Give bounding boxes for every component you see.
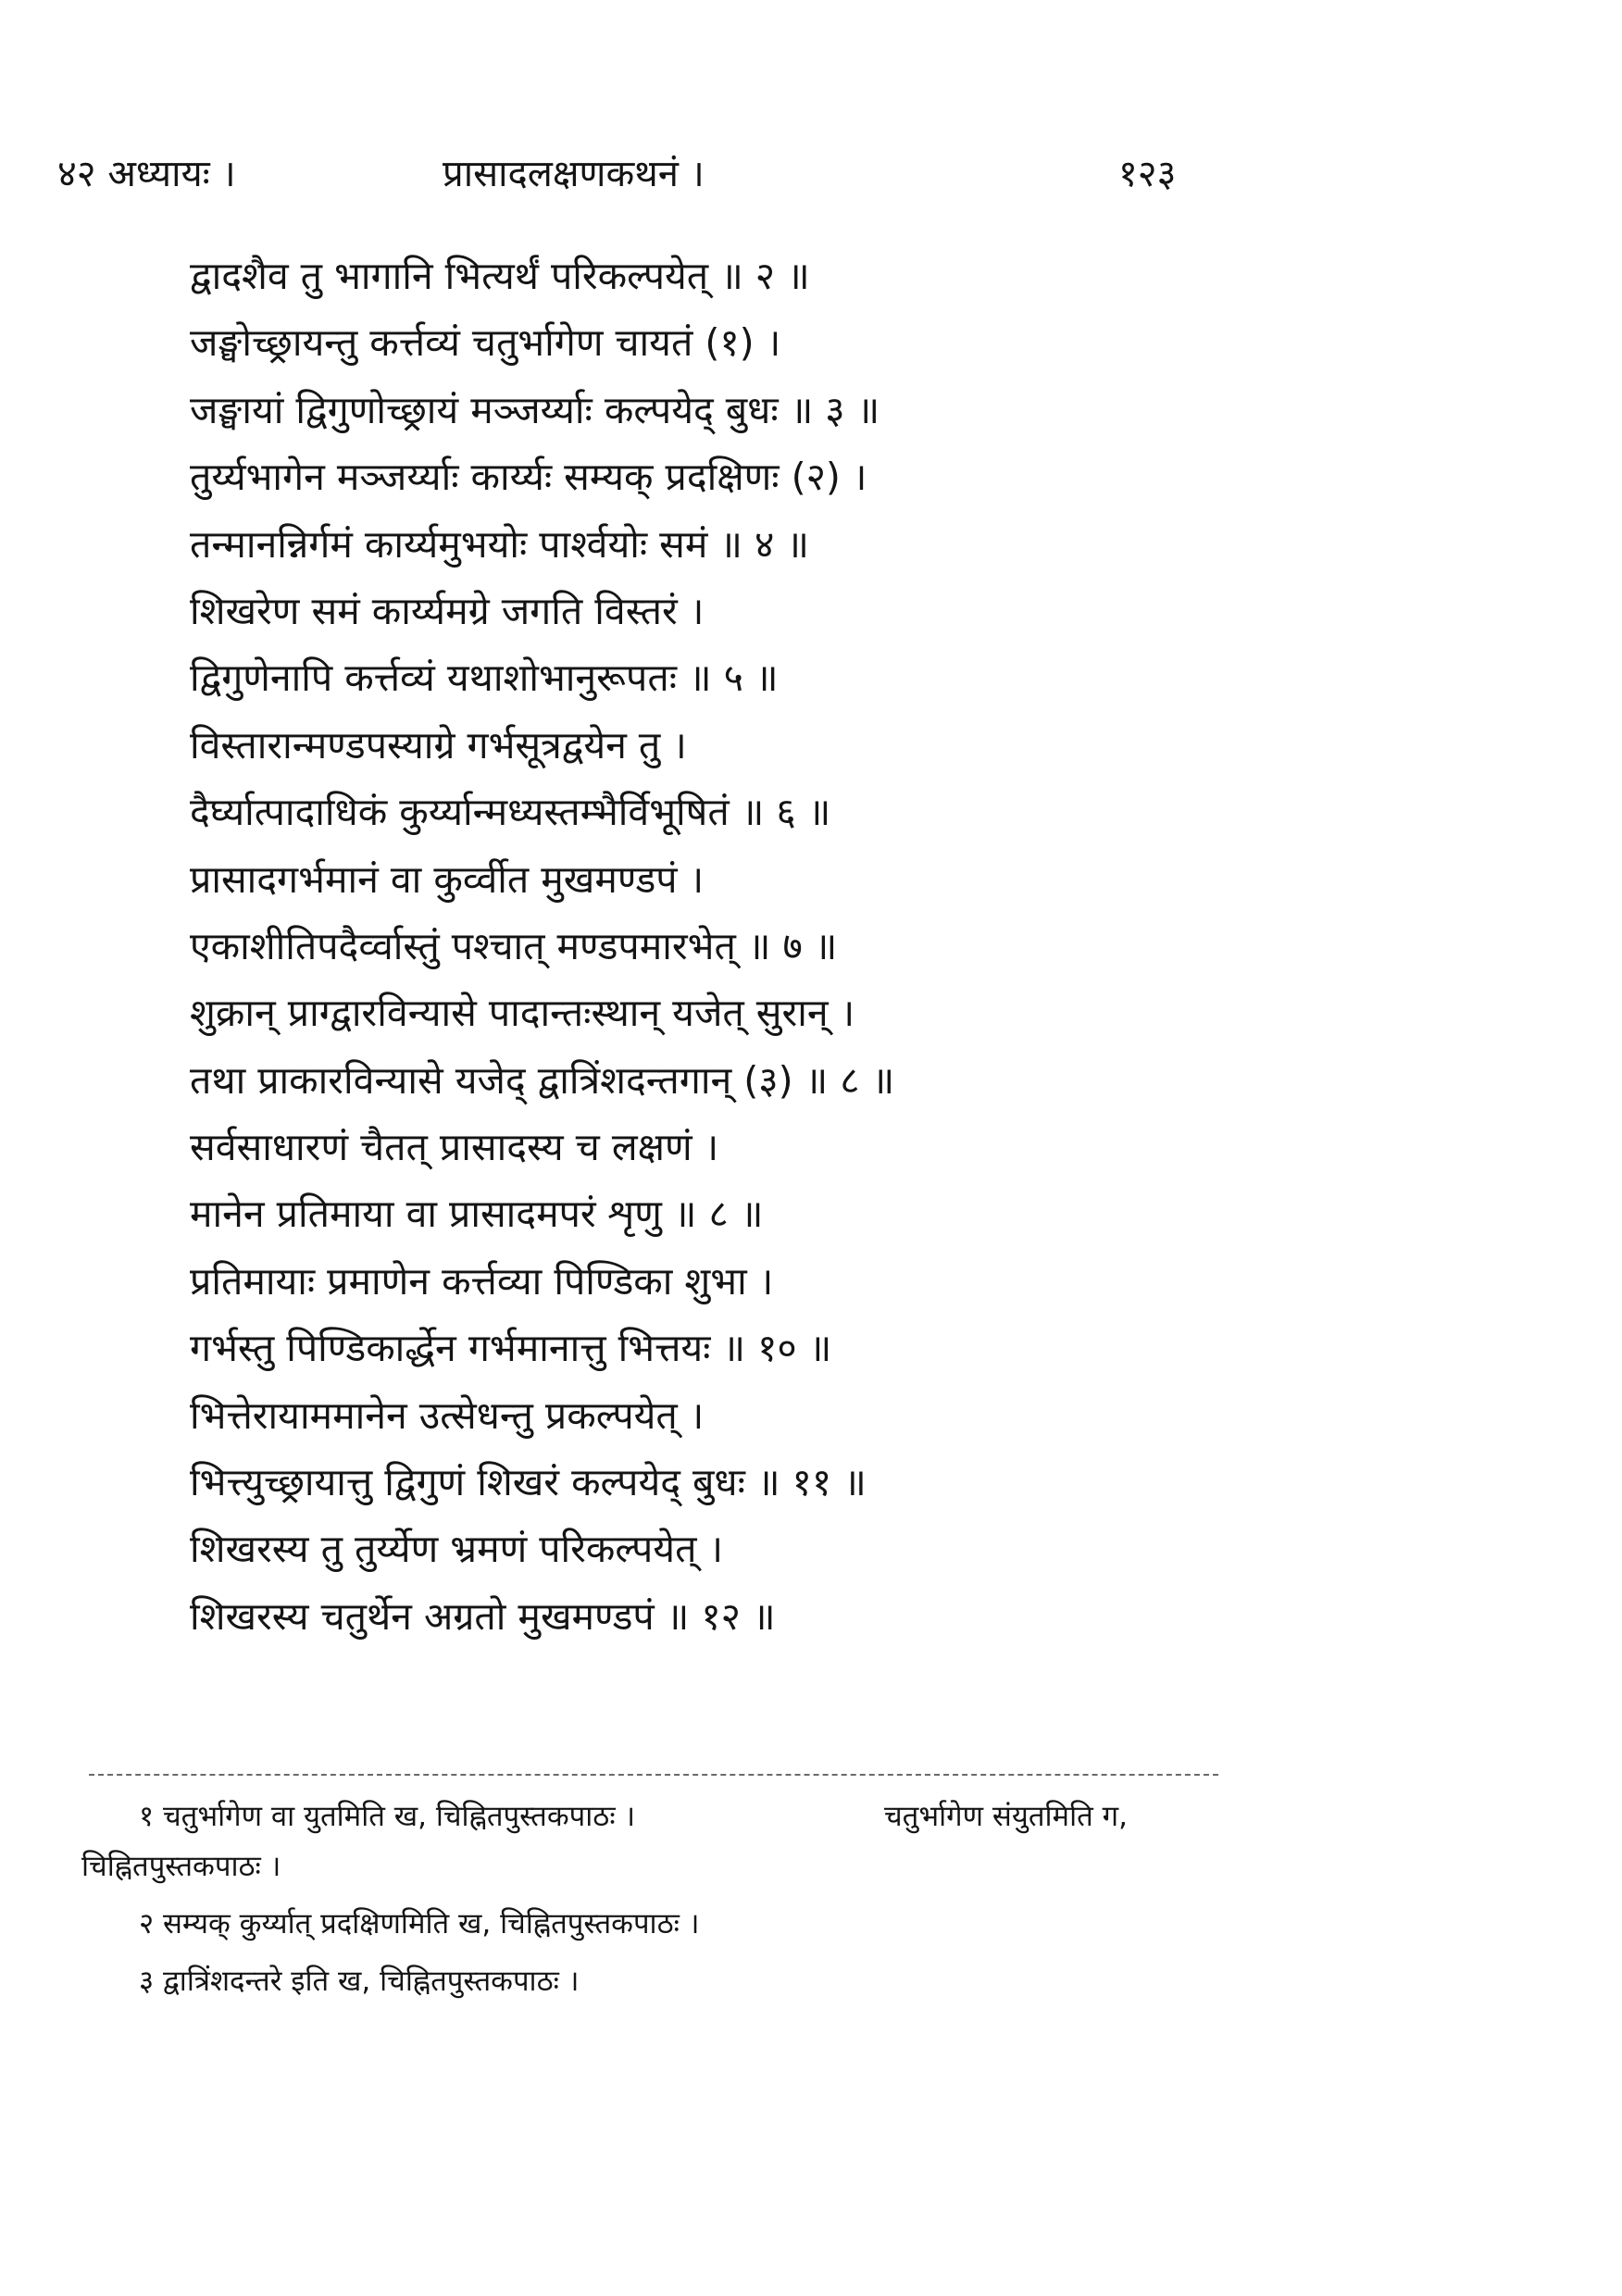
verse-line: शुक्रान् प्राग्द्वारविन्यासे पादान्तःस्थान् यजेत् सुरान् ।	[190, 991, 855, 1036]
verse-line: द्वादशैव तु भागानि भित्यर्थं परिकल्पयेत् ॥ २ ॥	[190, 254, 810, 298]
verse-line: जङ्घोच्छ्रायन्तु कर्त्तव्यं चतुर्भागेण चायतं (१) ।	[190, 320, 781, 366]
running-header	[0, 146, 1622, 202]
verse-line: मानेन प्रतिमाया वा प्रासादमपरं शृणु ॥ ८ ॥	[190, 1192, 764, 1237]
verse-line: गर्भस्तु पिण्डिकार्द्धेन गर्भमानात्तु भित्तयः ॥ १० ॥	[190, 1326, 832, 1371]
verse-line: तथा प्राकारविन्यासे यजेद् द्वात्रिंशदन्तगान् (३) ॥ ८ ॥	[190, 1057, 895, 1103]
page-number: १२३	[1118, 153, 1177, 195]
footnote-1	[0, 1791, 1622, 1841]
verse-line: शिखरेण समं कार्य्यमग्रे जगति विस्तरं ।	[190, 588, 705, 633]
verse-line: सर्वसाधारणं चैतत् प्रासादस्य च लक्षणं ।	[190, 1125, 719, 1170]
verse-line: जङ्घायां द्विगुणोच्छ्रायं मञ्जर्य्याः कल्पयेद् बुधः ॥ ३ ॥	[190, 387, 880, 432]
verse-block	[190, 243, 1430, 1650]
verse-line: भित्तेरायाममानेन उत्सेधन्तु प्रकल्पयेत् ।	[190, 1392, 705, 1438]
footnote-1-variant: चतुर्भागेण संयुतमिति ग,	[884, 1800, 1128, 1833]
chapter-label: ४२ अध्यायः ।	[57, 153, 236, 195]
verse-line: शिखरस्य तु तुर्य्येण भ्रमणं परिकल्पयेत् ।	[190, 1527, 724, 1572]
verse-line: प्रासादगर्भमानं वा कुर्व्वीत मुखमण्डपं ।	[190, 856, 705, 902]
footnotes	[0, 1791, 1622, 2006]
footnote-1-text: १ चतुर्भागेण वा युतमिति ख, चिह्नितपुस्तकपाठः ।	[139, 1800, 636, 1833]
footnote-3: ३ द्वात्रिंशदन्तरे इति ख, चिह्नितपुस्तकपाठः ।	[139, 1965, 580, 1998]
verse-line: तुर्य्यभागेन मञ्जर्य्याः कार्य्यः सम्यक् प्रदक्षिणः (२) ।	[190, 455, 867, 500]
verse-line: प्रतिमायाः प्रमाणेन कर्त्तव्या पिण्डिका शुभा ।	[190, 1258, 774, 1304]
page-title: प्रासादलक्षणकथनं ।	[443, 153, 705, 195]
verse-line: विस्तारान्मण्डपस्याग्रे गर्भसूत्रद्वयेन तु ।	[190, 722, 687, 767]
verse-line: द्विगुणेनापि कर्त्तव्यं यथाशोभानुरूपतः ॥ ५ ॥	[190, 655, 779, 701]
verse-line: दैर्घ्यात्पादाधिकं कुर्य्यान्मध्यस्तम्भैर्विभूषितं ॥ ६ ॥	[190, 790, 831, 835]
footnote-1-continuation: चिह्नितपुस्तकपाठः ।	[81, 1850, 281, 1883]
verse-line: भित्त्युच्छ्रायात्तु द्विगुणं शिखरं कल्पयेद् बुधः ॥ ११ ॥	[190, 1460, 867, 1505]
footnote-2: २ सम्यक् कुर्य्यात् प्रदक्षिणमिति ख, चिह्नितपुस्तकपाठः ।	[139, 1907, 700, 1940]
verse-line: एकाशीतिपदैर्व्वास्तुं पश्चात् मण्डपमारभेत् ॥ ७ ॥	[190, 923, 838, 968]
verse-line: शिखरस्य चतुर्थेन अग्रतो मुखमण्डपं ॥ १२ ॥	[190, 1593, 776, 1639]
verse-line: तन्मानन्निर्गमं कार्य्यमुभयोः पार्श्वयोः समं ॥ ४ ॥	[190, 521, 809, 567]
footnote-divider	[89, 1774, 1218, 1776]
